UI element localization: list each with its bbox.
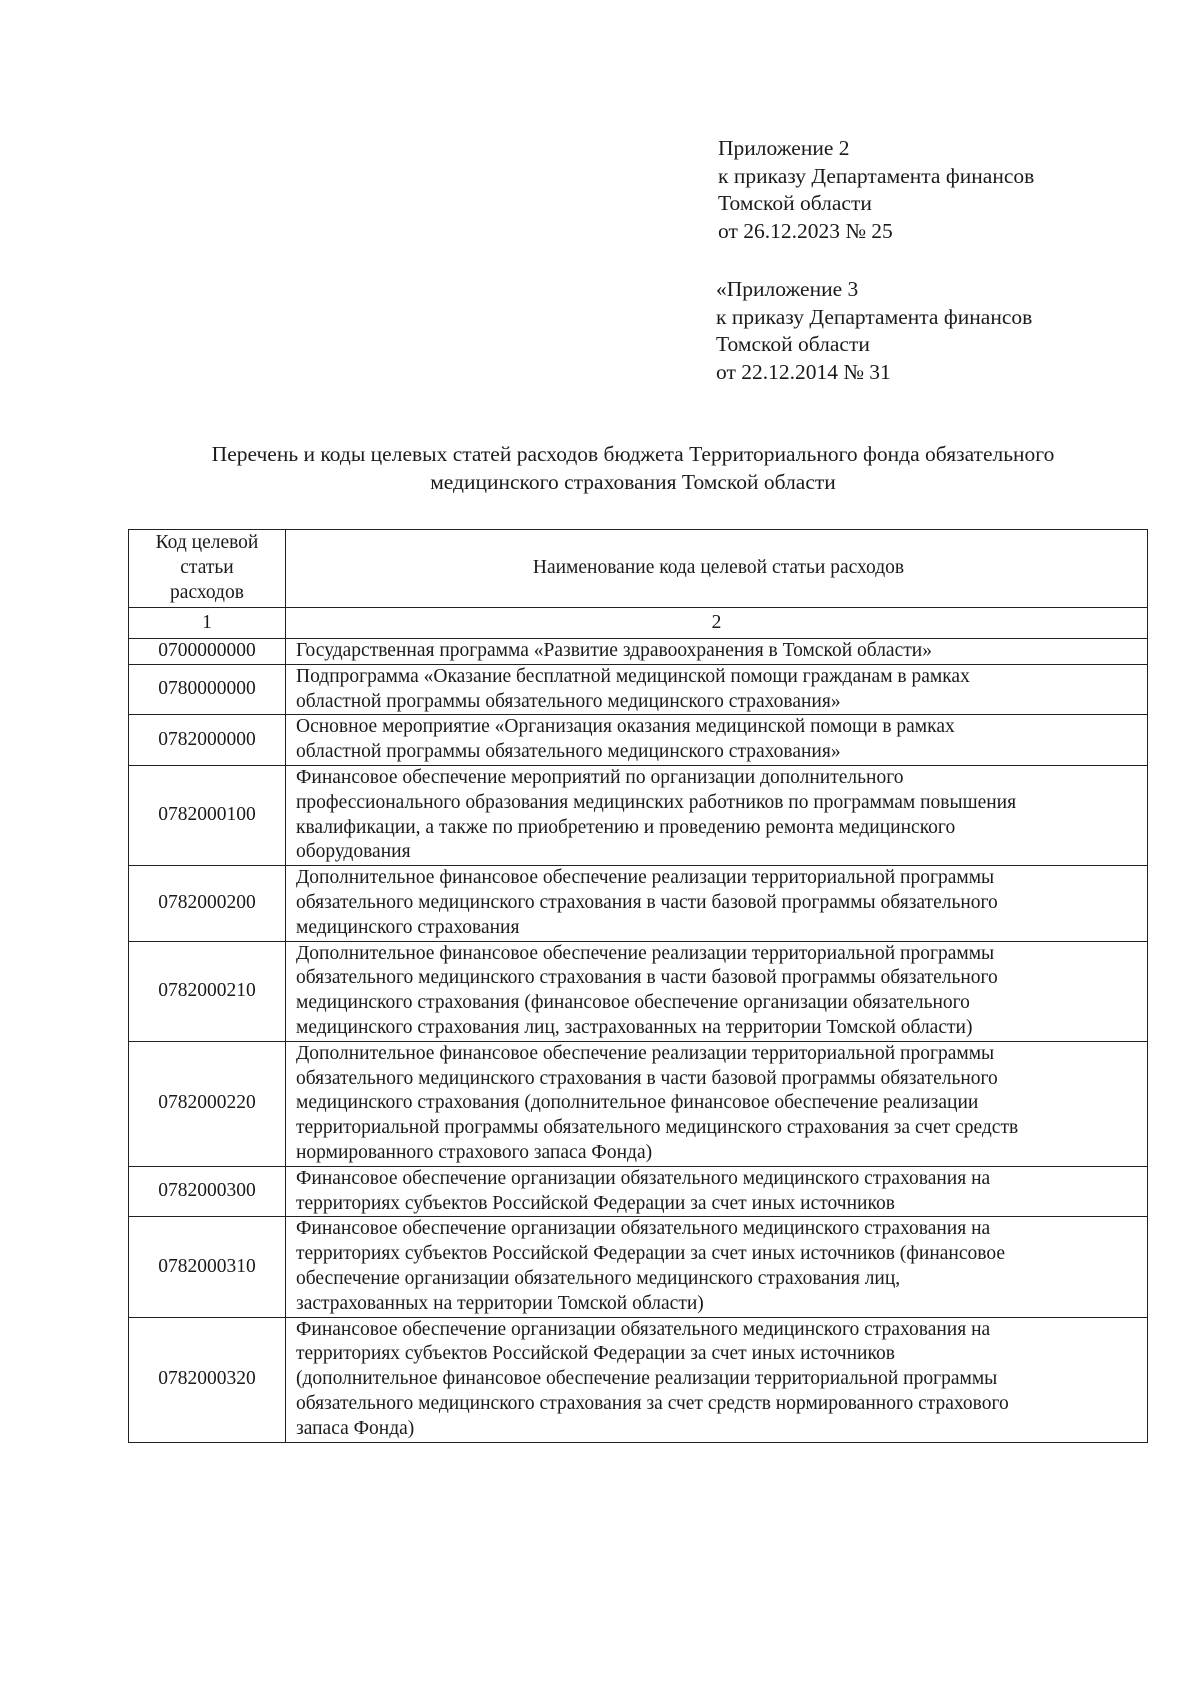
name-line: запаса Фонда) (296, 1417, 415, 1439)
header-code-line: расходов (170, 581, 244, 603)
header-code-line: статьи (180, 557, 234, 579)
table-row (129, 1217, 1148, 1317)
table-row (129, 941, 1148, 1041)
name-line: обеспечение организации обязательного медицинского страхования лиц, (296, 1267, 901, 1289)
name-line: Дополнительное финансовое обеспечение реализации территориальной программы (296, 942, 995, 964)
name-line: Финансовое обеспечение мероприятий по организации дополнительного (296, 766, 904, 788)
code-cell: 0782000310 (129, 1217, 286, 1317)
name-line: медицинского страхования лиц, застрахованных на территории Томской области) (296, 1016, 973, 1038)
code-cell: 0782000320 (129, 1317, 286, 1442)
annex-3-line: Томской области (716, 332, 870, 356)
name-line: Финансовое обеспечение организации обязательного медицинского страхования на (296, 1218, 991, 1240)
name-line: Подпрограмма «Оказание бесплатной медицинской помощи гражданам в рамках (296, 665, 970, 687)
name-line: обязательного медицинского страхования в части базовой программы обязательного (296, 1067, 998, 1089)
code-cell: 0780000000 (129, 664, 286, 715)
name-line: областной программы обязательного медицинского страхования» (296, 741, 841, 763)
name-line: территориях субъектов Российской Федерации за счет иных источников (296, 1343, 895, 1365)
name-line: оборудования (296, 841, 411, 863)
name-line: Финансовое обеспечение организации обязательного медицинского страхования на (296, 1318, 991, 1340)
annex-2-line: Приложение 2 (718, 136, 850, 160)
name-cell (286, 765, 1148, 865)
code-cell: 0782000220 (129, 1041, 286, 1166)
table-row (129, 1166, 1148, 1217)
code-cell: 0782000210 (129, 941, 286, 1041)
table-body (129, 639, 1148, 1443)
name-cell (286, 1166, 1148, 1217)
document-title (128, 441, 1138, 496)
table-row (129, 866, 1148, 941)
name-cell (286, 941, 1148, 1041)
annex-2-line: от 26.12.2023 № 25 (718, 218, 893, 243)
name-cell (286, 866, 1148, 941)
document-title-line: Перечень и коды целевых статей расходов бюджета Территориального фонда обязательного (211, 442, 1055, 466)
annex-3-header (716, 276, 1032, 386)
annex-2-line: Томской области (718, 191, 872, 215)
code-cell: 0782000200 (129, 866, 286, 941)
name-line: обязательного медицинского страхования за счет средств нормированного страхового (296, 1392, 1009, 1414)
code-cell: 0782000000 (129, 715, 286, 766)
name-line: областной программы обязательного медицинского страхования» (296, 690, 841, 712)
table-row (129, 1041, 1148, 1166)
code-cell: 0782000100 (129, 765, 286, 865)
target-codes-table (128, 529, 1148, 1443)
name-line: Дополнительное финансовое обеспечение реализации территориальной программы (296, 867, 995, 889)
annex-3-line: к приказу Департамента финансов (716, 304, 1033, 329)
name-line: Финансовое обеспечение организации обязательного медицинского страхования на (296, 1167, 991, 1189)
name-line: (дополнительное финансовое обеспечение реализации территориальной программы (296, 1368, 998, 1390)
name-line: профессионального образования медицинских работников по программам повышения (296, 791, 1017, 813)
name-line: обязательного медицинского страхования в части базовой программы обязательного (296, 967, 998, 989)
table-row (129, 664, 1148, 715)
name-line: медицинского страхования (дополнительное финансовое обеспечение реализации (296, 1092, 979, 1114)
name-line: квалификации, а также по приобретению и проведению ремонта медицинского (296, 816, 956, 838)
name-line: медицинского страхования (296, 916, 520, 938)
name-cell (286, 1217, 1148, 1317)
name-line: Государственная программа «Развитие здравоохранения в Томской области» (296, 640, 932, 661)
table-header-row (129, 530, 1148, 608)
name-line: территориальной программы обязательного медицинского страхования за счет средств (296, 1117, 1019, 1139)
name-cell (286, 1317, 1148, 1442)
name-cell (286, 1041, 1148, 1166)
code-cell: 0782000300 (129, 1166, 286, 1217)
annex-3-line: «Приложение 3 (716, 277, 859, 301)
numbering-cell: 1 (129, 608, 286, 639)
code-cell: 0700000000 (129, 639, 286, 665)
annex-2-line: к приказу Департамента финансов (718, 163, 1035, 188)
name-line: Основное мероприятие «Организация оказания медицинской помощи в рамках (296, 716, 955, 738)
numbering-cell: 2 (286, 608, 1148, 639)
name-line: застрахованных на территории Томской области) (296, 1292, 704, 1314)
name-line: обязательного медицинского страхования в части базовой программы обязательного (296, 891, 998, 913)
name-cell (286, 715, 1148, 766)
table-row (129, 715, 1148, 766)
name-line: нормированного страхового запаса Фонда) (296, 1141, 653, 1163)
annex-3-line: от 22.12.2014 № 31 (716, 359, 891, 384)
header-code-line: Код целевой (155, 532, 259, 554)
document-title-line: медицинского страхования Томской области (430, 469, 836, 494)
table-row (129, 639, 1148, 665)
name-line: территориях субъектов Российской Федерации за счет иных источников (296, 1192, 895, 1214)
table-row (129, 765, 1148, 865)
table-numbering-row (129, 608, 1148, 639)
name-cell (286, 664, 1148, 715)
table-row (129, 1317, 1148, 1442)
name-line: медицинского страхования (финансовое обеспечение организации обязательного (296, 992, 970, 1014)
name-cell (286, 639, 1148, 665)
name-line: территориях субъектов Российской Федерации за счет иных источников (финансовое (296, 1243, 1005, 1265)
annex-2-header (718, 135, 1034, 245)
header-name: Наименование кода целевой статьи расходов (286, 530, 1148, 608)
header-code (129, 530, 286, 608)
name-line: Дополнительное финансовое обеспечение реализации территориальной программы (296, 1042, 995, 1064)
